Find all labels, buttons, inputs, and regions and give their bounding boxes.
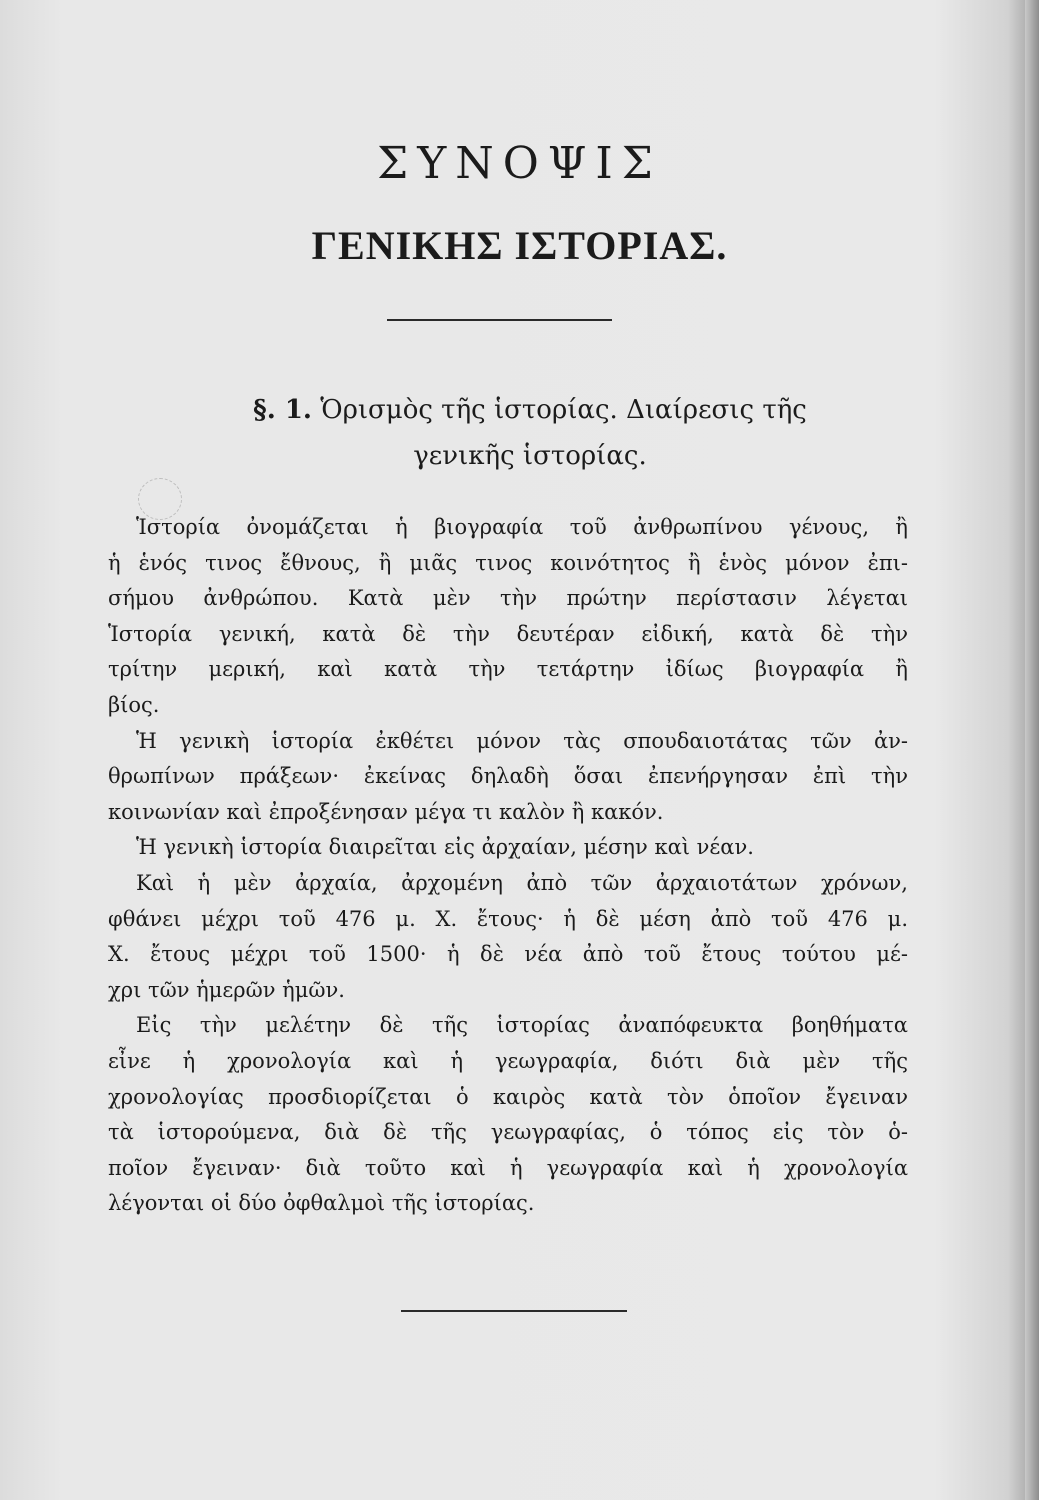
section-heading-line-2: γενικῆς ἱστορίας. [413,441,647,471]
top-divider [387,319,612,321]
text-line: τὰ ἱστορούμενα, διὰ δὲ τῆς γεωγραφίας, ὁ τόπος εἰς τὸν ὁ- [108,1120,908,1145]
title-line-1: ΣΥΝΟΨΙΣ [377,138,662,189]
text-line: χρονολογίας προσδιορίζεται ὁ καιρὸς κατὰ τὸν ὁποῖον ἔγειναν [108,1084,908,1109]
text-line: τρίτην μερική, καὶ κατὰ τὴν τετάρτην ἰδίως βιογραφία ἢ [108,657,908,682]
text-line: θρωπίνων πράξεων· ἐκείνας δηλαδὴ ὅσαι ἐπενήργησαν ἐπὶ τὴν [108,764,908,789]
text-line: Εἰς τὴν μελέτην δὲ τῆς ἱστορίας ἀναπόφευκτα βοηθήματα [136,1013,908,1038]
text-line: ἡ ἑνός τινος ἔθνους, ἢ μιᾶς τινος κοινότητος ἢ ἑνὸς μόνον ἐπι- [108,550,908,575]
text-line: λέγονται οἱ δύο ὀφθαλμοὶ τῆς ἱστορίας. [108,1191,535,1216]
text-line: Ἡ γενικὴ ἱστορία διαιρεῖται εἰς ἀρχαίαν, μέσην καὶ νέαν. [136,835,754,860]
bottom-divider [401,1310,627,1312]
text-line: χρι τῶν ἡμερῶν ἡμῶν. [108,977,345,1002]
section-number: §. 1. [253,395,312,425]
body-text [108,510,908,1222]
text-line: βίος. [108,692,160,717]
text-line: φθάνει μέχρι τοῦ 476 μ. Χ. ἔτους· ἡ δὲ μέση ἀπὸ τοῦ 476 μ. [108,906,908,931]
title-line-2: ΓΕΝΙΚΗΣ ΙΣΤΟΡΙΑΣ. [311,223,728,268]
text-line: εἶνε ἡ χρονολογία καὶ ἡ γεωγραφία, διότι διὰ μὲν τῆς [108,1048,908,1073]
text-line: Ἡ γενικὴ ἱστορία ἐκθέτει μόνον τὰς σπουδαιοτάτας τῶν ἀν- [136,728,908,753]
text-line: Ἱστορία γενική, κατὰ δὲ τὴν δευτέραν εἰδική, κατὰ δὲ τὴν [108,621,908,646]
text-line: Καὶ ἡ μὲν ἀρχαία, ἀρχομένη ἀπὸ τῶν ἀρχαιοτάτων χρόνων, [136,870,908,895]
section-heading-line-1 [150,387,910,433]
text-line: ποῖον ἔγειναν· διὰ τοῦτο καὶ ἡ γεωγραφία καὶ ἡ χρονολογία [108,1155,908,1180]
text-line: Χ. ἔτους μέχρι τοῦ 1500· ἡ δὲ νέα ἀπὸ τοῦ ἔτους τούτου μέ- [108,942,908,967]
section-heading-text: Ὁρισμὸς τῆς ἱστορίας. Διαίρεσις τῆς [320,395,807,425]
text-line: Ἱστορία ὀνομάζεται ἡ βιογραφία τοῦ ἀνθρωπίνου γένους, ἢ [136,515,908,539]
text-line: σήμου ἀνθρώπου. Κατὰ μὲν τὴν πρώτην περίστασιν λέγεται [108,586,908,611]
text-line: κοινωνίαν καὶ ἐπροξένησαν μέγα τι καλὸν ἢ κακόν. [108,799,664,824]
